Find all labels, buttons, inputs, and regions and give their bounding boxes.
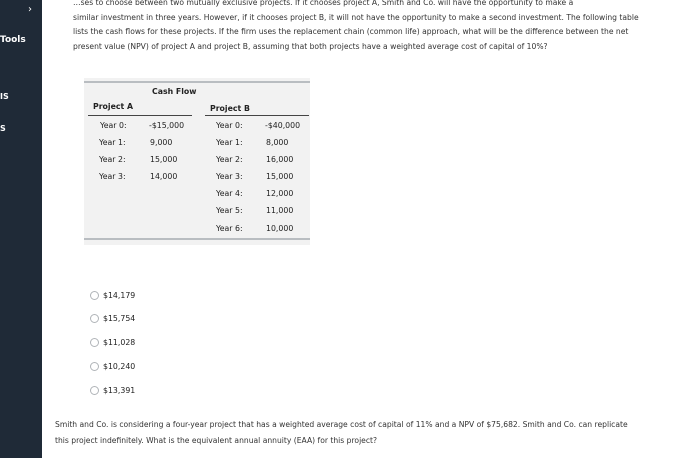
table-title: Cash Flow xyxy=(152,87,197,96)
question-line: Smith and Co. is considering a four-year project that has a weighted average cost of capital of 11% and a NPV of $75,682. Smith and Co. can replicate xyxy=(55,420,628,429)
question-line: this project indefinitely. What is the equivalent annual annuity (EAA) for this project? xyxy=(55,436,378,445)
project-b-year: Year 6: xyxy=(216,224,243,233)
project-b-year: Year 3: xyxy=(216,172,243,181)
table-top-rule xyxy=(84,81,310,83)
project-b-header: Project B xyxy=(210,104,250,113)
project-a-header-rule xyxy=(88,115,192,116)
project-b-header-rule xyxy=(205,115,309,116)
radio-button[interactable] xyxy=(90,362,99,371)
tools-button[interactable]: Tools xyxy=(0,35,26,45)
left-sidebar xyxy=(0,0,42,458)
radio-button[interactable] xyxy=(90,314,99,323)
project-a-value: 15,000 xyxy=(150,155,178,164)
project-b-value: 16,000 xyxy=(266,155,294,164)
answer-option[interactable] xyxy=(90,384,135,396)
radio-button[interactable] xyxy=(90,386,99,395)
chevron-right-icon[interactable]: › xyxy=(28,4,32,15)
project-b-value: 8,000 xyxy=(266,138,289,147)
table-bottom-rule xyxy=(84,238,310,240)
question-line: lists the cash flows for these projects. If the firm uses the replacement chain (common life) approach, what will be the difference between the net xyxy=(73,27,629,36)
project-b-year: Year 2: xyxy=(216,155,243,164)
sidebar-item-fragment[interactable]: S xyxy=(0,124,6,133)
project-b-value: 10,000 xyxy=(266,224,294,233)
project-a-year: Year 2: xyxy=(99,155,126,164)
answer-option[interactable] xyxy=(90,336,135,348)
project-a-value: 9,000 xyxy=(150,138,173,147)
answer-option[interactable] xyxy=(90,360,135,372)
project-a-value: -$15,000 xyxy=(149,121,185,130)
answer-option-label: $14,179 xyxy=(103,290,136,300)
project-a-year: Year 1: xyxy=(99,138,126,147)
sidebar-item-fragment[interactable]: IS xyxy=(0,92,9,101)
answer-option-label: $15,754 xyxy=(103,313,136,323)
project-b-year: Year 4: xyxy=(216,189,243,198)
project-a-header: Project A xyxy=(93,102,133,111)
project-b-year: Year 1: xyxy=(216,138,243,147)
project-b-value: 11,000 xyxy=(266,206,294,215)
project-b-value: -$40,000 xyxy=(265,121,301,130)
project-a-value: 14,000 xyxy=(150,172,178,181)
question-line: …ses to choose between two mutually exclusive projects. If it chooses project A, Smith and Co. will have the opportunity to make a xyxy=(73,0,574,7)
radio-button[interactable] xyxy=(90,291,99,300)
project-b-value: 15,000 xyxy=(266,172,294,181)
radio-button[interactable] xyxy=(90,338,99,347)
question-line: present value (NPV) of project A and project B, assuming that both projects have a weighted average cost of capital of 10%? xyxy=(73,41,548,51)
project-a-year: Year 3: xyxy=(99,172,126,181)
project-b-year: Year 0: xyxy=(216,121,243,130)
answer-option-label: $11,028 xyxy=(103,337,136,347)
project-a-year: Year 0: xyxy=(100,121,127,130)
answer-option-label: $13,391 xyxy=(103,385,136,395)
answer-option[interactable] xyxy=(90,312,135,324)
question-text xyxy=(73,0,673,54)
answer-option-label: $10,240 xyxy=(103,361,136,371)
answer-option[interactable] xyxy=(90,289,135,301)
question-2-text xyxy=(55,417,700,449)
project-b-year: Year 5: xyxy=(216,206,243,215)
question-line: similar investment in three years. However, if it chooses project B, it will not have the opportunity to make a second investment. The following table xyxy=(73,12,639,22)
project-b-value: 12,000 xyxy=(266,189,294,198)
